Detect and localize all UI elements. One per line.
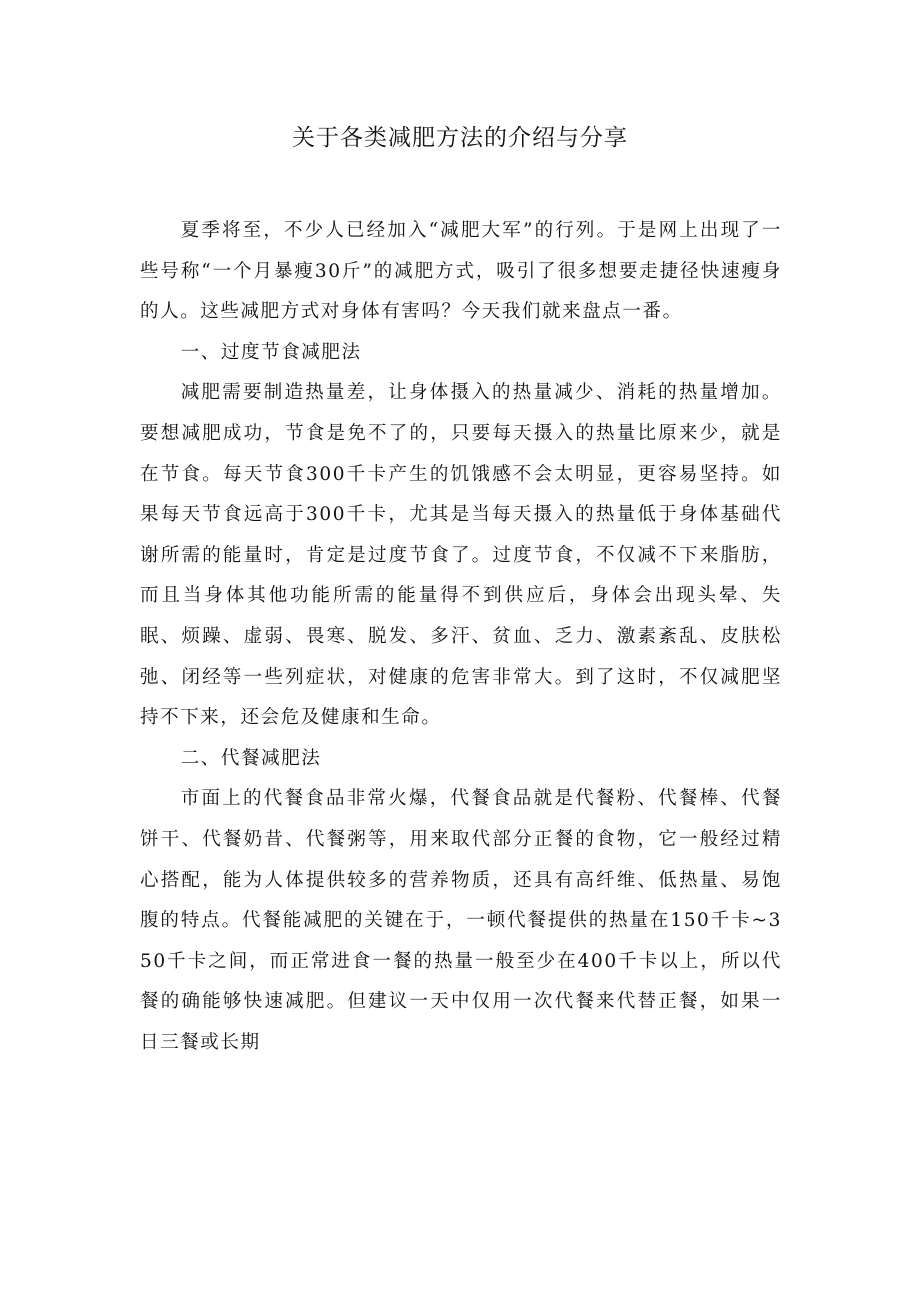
document-title: 关于各类减肥方法的介绍与分享: [292, 125, 628, 151]
section-heading-dieting: 一、过度节食减肥法: [180, 341, 362, 363]
dieting-paragraph: 减肥需要制造热量差，让身体摄入的热量减少、消耗的热量增加。要想减肥成功，节食是免不了的，只要每天摄入的热量比原来少，就是在节食。每天节食300千卡产生的饥饿感不会太明显，更容易坚持。如果每天节食远高于300千卡，尤其是当每天摄入的热量低于身体基础代谢所需的能量时，肯定是过度节食了。过度节食，不仅减不下来脂肪，而且当身体其他功能所需的能量得不到供应后，身体会出现头晕、失眠、烦躁、虚弱、畏寒、脱发、多汗、贫血、乏力、激素紊乱、皮肤松弛、闭经等一些列症状，对健康的危害非常大。到了这时，不仅减肥坚持不下来，还会危及健康和生命。: [140, 382, 782, 729]
section-heading-meal-replacement: 二、代餐减肥法: [180, 747, 322, 769]
document-body: [140, 211, 782, 1063]
intro-paragraph: 夏季将至，不少人已经加入“减肥大军”的行列。于是网上出现了一些号称“一个月暴瘦30斤”的减肥方式，吸引了很多想要走捷径快速瘦身的人。这些减肥方式对身体有害吗？今天我们就来盘点一番。: [140, 220, 782, 323]
meal-replacement-paragraph: 市面上的代餐食品非常火爆，代餐食品就是代餐粉、代餐棒、代餐饼干、代餐奶昔、代餐粥等，用来取代部分正餐的食物，它一般经过精心搭配，能为人体提供较多的营养物质，还具有高纤维、低热量、易饱腹的特点。代餐能减肥的关键在于，一顿代餐提供的热量在150千卡~350千卡之间，而正常进食一餐的热量一般至少在400千卡以上，所以代餐的确能够快速减肥。但建议一天中仅用一次代餐来代替正餐，如果一日三餐或长期: [140, 788, 782, 1053]
